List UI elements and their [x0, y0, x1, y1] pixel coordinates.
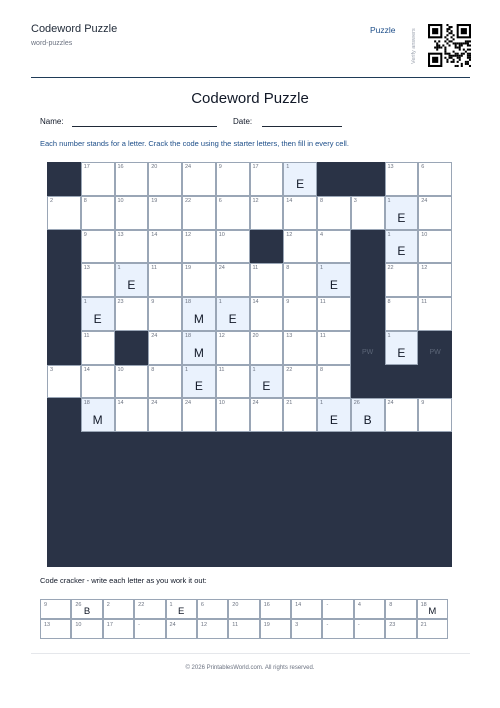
cell-number: 22 [387, 265, 394, 272]
cell-letter: B [363, 413, 372, 427]
grid-cell[interactable] [418, 196, 452, 230]
cell-letter: E [296, 176, 305, 191]
cracker-number: 9 [44, 602, 48, 608]
cracker-number: 16 [263, 602, 270, 608]
grid-cell[interactable] [216, 196, 250, 230]
cracker-number: 18 [420, 602, 427, 608]
cracker-cell[interactable] [291, 619, 322, 639]
cracker-number: 8 [389, 602, 393, 608]
cell-number: 1 [83, 299, 87, 305]
grid-cell[interactable] [250, 398, 284, 432]
cell-number: 12 [218, 332, 225, 339]
grid-cell[interactable] [250, 331, 284, 365]
cracker-number: 4 [357, 602, 361, 608]
grid-cell[interactable] [115, 365, 149, 399]
grid-cell[interactable] [47, 196, 81, 230]
cell-number: 18 [83, 400, 90, 407]
cracker-number: 12 [200, 622, 208, 628]
cell-number: 26 [353, 400, 360, 407]
cell-number: 22 [185, 197, 192, 204]
cell-number: 11 [83, 332, 90, 339]
cell-number: 10 [117, 197, 124, 204]
cell-number: 24 [218, 265, 225, 272]
cell-number: 10 [117, 366, 124, 373]
cracker-cell[interactable] [417, 619, 448, 639]
grid-cell[interactable] [418, 230, 452, 264]
cell-number: 9 [151, 299, 155, 305]
grid-cell[interactable] [115, 230, 149, 264]
cracker-cell[interactable] [197, 619, 228, 639]
cracker-number: 13 [44, 622, 51, 628]
cell-number: 24 [151, 400, 158, 407]
cracker-number: - [326, 602, 329, 608]
cell-number: 17 [83, 164, 90, 170]
grid-cell[interactable] [216, 398, 250, 432]
cracker-number: 17 [106, 622, 113, 628]
cell-number: 14 [83, 366, 90, 373]
cell-number: 8 [83, 197, 87, 204]
footer-divider [31, 653, 470, 654]
cell-number: 12 [421, 265, 428, 272]
cell-number: 9 [286, 299, 290, 305]
grid-cell[interactable] [283, 230, 317, 264]
cell-number: 24 [421, 197, 428, 204]
cell-number: 11 [151, 265, 157, 272]
grid-cell-given[interactable] [182, 365, 216, 399]
grid-cell-pw [418, 331, 452, 365]
grid-cell[interactable] [351, 196, 385, 230]
cracker-cell[interactable] [228, 599, 259, 619]
grid-cell-given[interactable] [385, 196, 419, 230]
cell-letter: E [228, 311, 237, 326]
cracker-cell[interactable] [166, 619, 197, 639]
cell-number: 11 [320, 332, 326, 339]
cell-number: 1 [320, 400, 324, 407]
cell-number: 16 [117, 164, 124, 170]
cell-number: 24 [387, 400, 394, 407]
grid-cell-given[interactable] [250, 365, 284, 399]
cracker-cell[interactable] [197, 599, 228, 619]
cracker-cell[interactable] [134, 599, 165, 619]
grid-cell[interactable] [317, 331, 351, 365]
grid-cell[interactable] [148, 365, 182, 399]
grid-cell[interactable] [148, 331, 182, 365]
cell-number: 14 [286, 197, 293, 204]
cracker-cell[interactable] [40, 619, 71, 639]
grid-cell[interactable] [182, 196, 216, 230]
grid-cell[interactable] [216, 230, 250, 264]
cell-number: 13 [117, 231, 124, 238]
cell-number: 12 [185, 231, 192, 238]
grid-cell[interactable] [317, 297, 351, 331]
cracker-number: 2 [106, 602, 110, 608]
grid-cell[interactable] [47, 365, 81, 399]
grid-cell[interactable] [115, 297, 149, 331]
cracker-number: 14 [295, 602, 302, 608]
cell-number: 1 [286, 164, 290, 170]
name-label: Name: [40, 117, 64, 126]
cell-number: 14 [252, 299, 259, 305]
grid-cell[interactable] [250, 162, 284, 196]
cracker-cell[interactable] [354, 619, 385, 639]
cracker-cell[interactable] [103, 619, 134, 639]
grid-cell-given[interactable] [317, 263, 351, 297]
cell-number: 12 [252, 197, 259, 204]
cell-letter: E [397, 244, 406, 259]
cell-number: 1 [185, 366, 189, 373]
header-divider [31, 77, 470, 78]
cell-number: 8 [151, 366, 155, 373]
grid-cell[interactable] [317, 196, 351, 230]
grid-cell[interactable] [182, 263, 216, 297]
cell-number: 20 [151, 164, 158, 170]
verify-answers-label: Verify answers [411, 28, 417, 64]
grid-cell[interactable] [81, 365, 115, 399]
cell-number: 6 [218, 197, 222, 204]
cell-number: 22 [286, 366, 293, 373]
grid-cell[interactable] [283, 331, 317, 365]
grid-cell[interactable] [115, 196, 149, 230]
cell-number: 8 [286, 265, 290, 272]
cell-number: 11 [421, 299, 427, 305]
grid-cell[interactable] [250, 263, 284, 297]
cell-number: 10 [421, 231, 428, 238]
cracker-number: 20 [232, 602, 239, 608]
cell-number: 24 [185, 164, 192, 170]
grid-cell[interactable] [317, 230, 351, 264]
cracker-letter: B [83, 606, 91, 617]
code-cracker-label: Code cracker - write each letter as you work it out: [40, 576, 207, 585]
cracker-cell[interactable] [322, 619, 353, 639]
cracker-number: 21 [420, 622, 427, 628]
grid-cell[interactable] [283, 398, 317, 432]
cell-number: 24 [151, 332, 158, 339]
cracker-number: 24 [169, 622, 176, 628]
cell-number: 10 [218, 231, 225, 238]
grid-cell[interactable] [283, 263, 317, 297]
cell-number: 13 [286, 332, 293, 339]
code-cracker-table [40, 599, 448, 639]
cracker-cell[interactable] [228, 619, 259, 639]
instructions-text: Each number stands for a letter. Crack the code using the starter letters, then fill in every cell. [40, 139, 349, 148]
grid-cell[interactable] [283, 297, 317, 331]
cell-number: 3 [353, 197, 357, 204]
grid-cell-given[interactable] [351, 398, 385, 432]
cell-number: 23 [117, 299, 124, 305]
codeword-grid [47, 162, 452, 432]
cracker-cell[interactable] [322, 599, 353, 619]
cell-letter: E [93, 311, 102, 326]
cell-number: 18 [185, 299, 192, 305]
cracker-cell[interactable] [40, 599, 71, 619]
cracker-number: - [138, 622, 140, 628]
footer-copyright: © 2026 PrintablesWorld.com. All rights reserved. [185, 665, 315, 671]
grid-cell[interactable] [283, 365, 317, 399]
grid-cell[interactable] [81, 263, 115, 297]
grid-cell[interactable] [115, 162, 149, 196]
grid-cell[interactable] [250, 196, 284, 230]
grid-cell[interactable] [81, 196, 115, 230]
grid-empty-block [47, 432, 452, 567]
cracker-letter: E [178, 606, 185, 617]
grid-cell-given[interactable] [216, 297, 250, 331]
cell-number: 12 [286, 231, 293, 238]
grid-cell[interactable] [418, 398, 452, 432]
grid-cell[interactable] [148, 297, 182, 331]
cracker-number: 23 [389, 622, 396, 628]
qr-code-icon[interactable] [428, 17, 471, 74]
grid-cell[interactable] [148, 196, 182, 230]
grid-cell[interactable] [216, 365, 250, 399]
cell-number: 1 [218, 299, 222, 305]
cell-number: 19 [151, 197, 158, 204]
cell-number: 24 [185, 400, 192, 407]
grid-cell-given[interactable] [81, 297, 115, 331]
grid-cell[interactable] [182, 230, 216, 264]
grid-cell[interactable] [148, 263, 182, 297]
cell-letter: E [262, 379, 271, 394]
cell-number: 1 [387, 231, 391, 238]
cracker-cell[interactable] [260, 599, 291, 619]
cell-letter: M [193, 311, 204, 326]
cell-number: 20 [252, 332, 259, 339]
cell-number: 24 [252, 400, 259, 407]
cracker-cell[interactable] [385, 599, 416, 619]
cell-number: 3 [50, 366, 54, 373]
cell-number: 10 [218, 400, 225, 407]
grid-cell[interactable] [182, 162, 216, 196]
cell-number: 13 [387, 164, 394, 170]
cell-number: 9 [83, 231, 87, 238]
cell-number: 14 [117, 400, 124, 407]
cell-number: 8 [320, 197, 324, 204]
cell-number: 13 [83, 265, 90, 272]
cell-letter: E [329, 413, 338, 427]
cell-number: 9 [421, 400, 425, 407]
grid-cell[interactable] [81, 230, 115, 264]
cell-number: 1 [387, 197, 391, 204]
grid-cell-given[interactable] [385, 230, 419, 264]
cell-number: 1 [387, 332, 391, 339]
grid-cell[interactable] [216, 263, 250, 297]
grid-cell[interactable] [418, 263, 452, 297]
cracker-cell[interactable] [103, 599, 134, 619]
date-field[interactable] [262, 126, 342, 127]
cracker-number: 10 [75, 622, 82, 628]
cell-letter: E [127, 278, 136, 292]
grid-cell[interactable] [283, 196, 317, 230]
grid-cell-given[interactable] [385, 331, 419, 365]
name-field[interactable] [72, 126, 217, 127]
grid-cell-given[interactable] [317, 398, 351, 432]
cell-letter: E [194, 379, 203, 394]
grid-cell-given[interactable] [283, 162, 317, 196]
cracker-number: 26 [75, 602, 82, 608]
cracker-number: 22 [138, 602, 145, 608]
cell-letter: E [329, 278, 338, 292]
grid-cell[interactable] [385, 162, 419, 196]
date-label: Date: [233, 117, 253, 126]
cell-number: 11 [320, 299, 326, 305]
pw-label: PW [361, 348, 374, 356]
cell-number: 1 [252, 366, 256, 373]
cell-number: 1 [117, 265, 121, 272]
cell-letter: E [397, 210, 406, 225]
cracker-cell[interactable] [134, 619, 165, 639]
document-title: Codeword Puzzle [191, 90, 309, 107]
cracker-cell[interactable] [417, 599, 448, 619]
grid-cell[interactable] [148, 230, 182, 264]
cell-number: 21 [286, 400, 293, 407]
cracker-cell[interactable] [71, 619, 102, 639]
grid-cell[interactable] [148, 162, 182, 196]
cell-number: 8 [320, 366, 324, 373]
cell-number: 11 [218, 366, 225, 373]
cell-number: 4 [320, 231, 324, 238]
cell-number: 14 [151, 231, 158, 238]
grid-cell[interactable] [182, 398, 216, 432]
grid-cell[interactable] [81, 331, 115, 365]
grid-cell[interactable] [418, 297, 452, 331]
cracker-cell[interactable] [291, 599, 322, 619]
cracker-cell[interactable] [354, 599, 385, 619]
grid-cell[interactable] [216, 331, 250, 365]
grid-cell-given[interactable] [182, 331, 216, 365]
grid-cell-given[interactable] [115, 263, 149, 297]
grid-cell[interactable] [385, 398, 419, 432]
puzzle-nav-link[interactable]: Puzzle [370, 25, 396, 35]
cracker-number: 11 [232, 622, 239, 628]
cracker-number: - [326, 622, 329, 628]
grid-cell[interactable] [418, 162, 452, 196]
cell-letter: E [397, 345, 406, 360]
grid-cell[interactable] [148, 398, 182, 432]
cell-number: 17 [252, 164, 259, 170]
cracker-number: 1 [169, 602, 173, 608]
pw-label: PW [429, 348, 441, 356]
cell-number: 1 [320, 265, 324, 272]
cracker-number: 19 [263, 622, 270, 628]
grid-cell[interactable] [250, 297, 284, 331]
cell-number: 18 [185, 332, 192, 339]
cell-letter: M [92, 413, 103, 427]
cracker-cell[interactable] [385, 619, 416, 639]
cracker-cell[interactable] [71, 599, 102, 619]
grid-cell-given[interactable] [81, 398, 115, 432]
site-subtitle: word-puzzles [31, 40, 73, 47]
grid-cell-given[interactable] [182, 297, 216, 331]
grid-cell[interactable] [115, 398, 149, 432]
cracker-number: 3 [295, 622, 299, 628]
cell-number: 9 [218, 164, 222, 170]
cracker-cell[interactable] [260, 619, 291, 639]
grid-cell[interactable] [216, 162, 250, 196]
cracker-number: - [357, 622, 360, 628]
cell-letter: M [193, 345, 204, 360]
grid-cell[interactable] [317, 365, 351, 399]
grid-cell[interactable] [385, 263, 419, 297]
cracker-number: 6 [200, 602, 204, 608]
cracker-cell[interactable] [166, 599, 197, 619]
grid-cell[interactable] [385, 297, 419, 331]
cracker-letter: M [428, 606, 437, 617]
cell-number: 2 [50, 197, 54, 204]
grid-cell[interactable] [81, 162, 115, 196]
cell-number: 8 [387, 299, 391, 305]
site-title: Codeword Puzzle [31, 23, 118, 35]
grid-cell-pw [351, 331, 385, 365]
cell-number: 6 [421, 164, 425, 170]
cell-number: 19 [185, 265, 192, 272]
cell-number: 11 [252, 265, 259, 272]
